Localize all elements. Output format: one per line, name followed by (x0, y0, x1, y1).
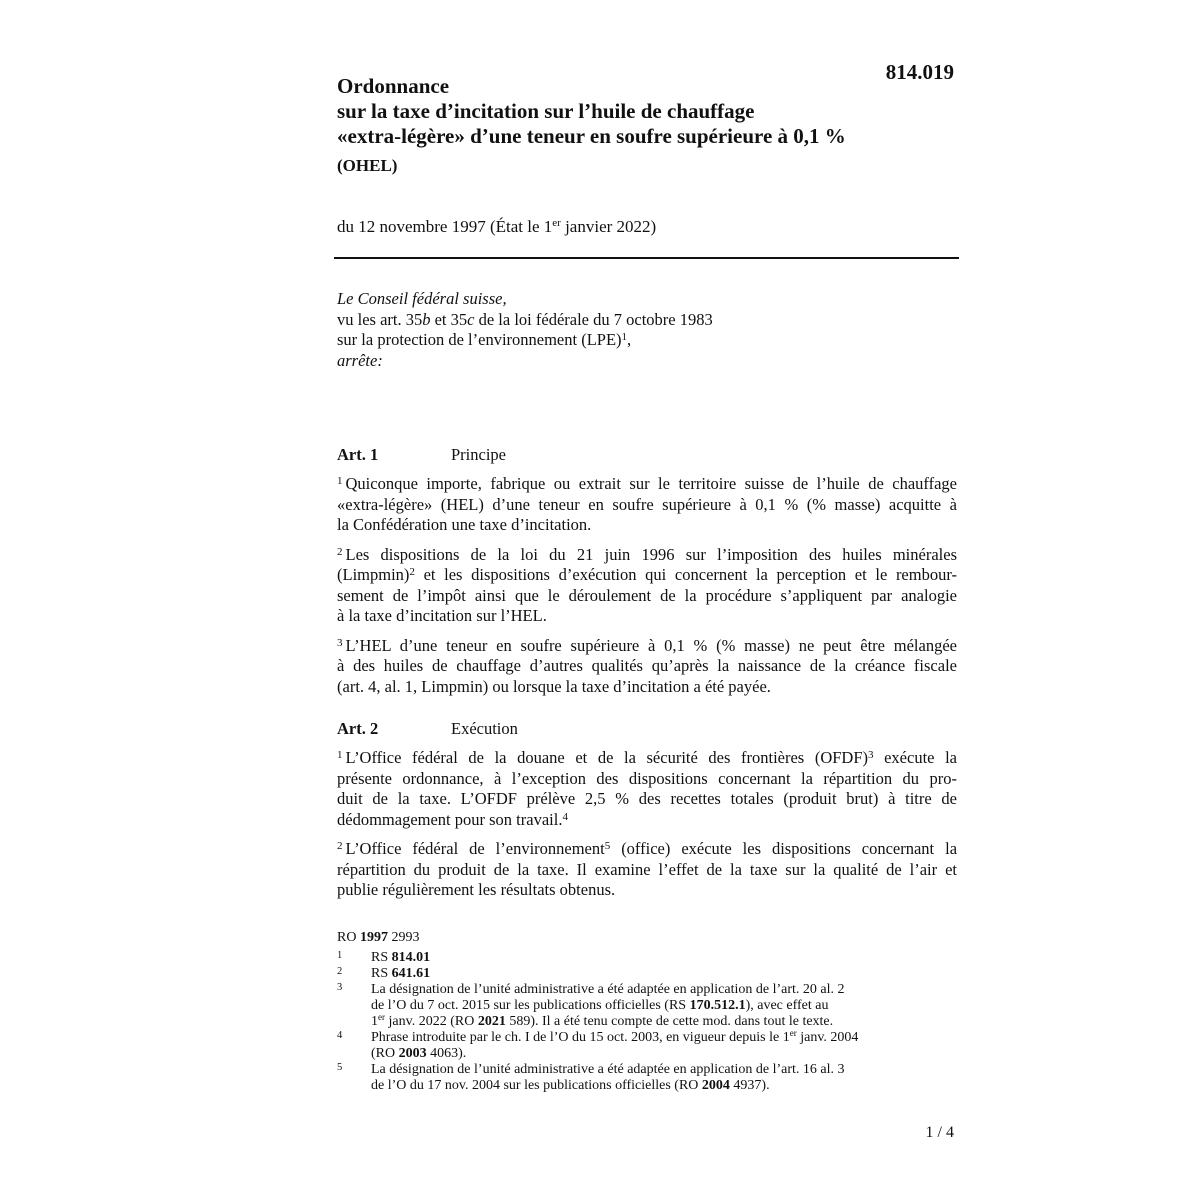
footnote-sup: er (789, 1028, 797, 1038)
footnote-number: 5 (337, 1062, 343, 1073)
paragraph-text: L’HEL d’une teneur en soufre supérieure à 0,1 % (% masse) ne peut être mélangée (345, 635, 957, 655)
preamble-text: de la loi fédérale du 7 octobre 1983 (474, 309, 713, 329)
paragraph-line: la Confédération une taxe d’incitation. (337, 515, 592, 534)
title-line: sur la taxe d’incitation sur l’huile de chauffage (337, 99, 755, 123)
paragraph-line (337, 839, 957, 860)
article-1 (337, 445, 957, 697)
footnote-bold: 641.61 (391, 966, 431, 981)
footnote-line (371, 1078, 957, 1094)
paragraph-line: à la taxe d’incitation sur l’HEL. (337, 606, 547, 625)
footnote-text: de l’O du 7 oct. 2015 sur les publications officielles (RS (371, 998, 690, 1013)
preamble-text: vu les art. 35 (337, 309, 423, 329)
preamble-legal-basis-2 (337, 330, 713, 351)
footnote-text: RS (371, 950, 392, 965)
footnote-ref-link[interactable]: 4 (562, 810, 568, 823)
footnote-number: 1 (337, 950, 343, 961)
paragraph-line: répartition du produit de la taxe. Il examine l’effet de la taxe sur la qualité de l’air et (337, 859, 957, 879)
footnotes (337, 950, 957, 1094)
footnote-text: de l’O du 17 nov. 2004 sur les publications officielles (RO (371, 1078, 702, 1093)
footnote-ref-link[interactable]: 5 (604, 840, 611, 852)
preamble-text: , (627, 330, 632, 349)
footnote-sup: er (378, 1012, 385, 1022)
preamble-authority: Le Conseil fédéral suisse, (337, 289, 507, 308)
article-number: Art. 2 (337, 719, 379, 738)
footnote-number: 3 (337, 982, 343, 993)
document-number: 814.019 (885, 60, 954, 84)
footnote-text: 1 (371, 1014, 378, 1029)
document-title (337, 74, 957, 149)
footnote-line: La désignation de l’unité administrative a été adaptée en application de l’art. 16 al. 3 (371, 1062, 845, 1077)
paragraph-number: 1 (337, 475, 343, 487)
footnote-ref-link[interactable]: 1 (621, 331, 628, 343)
paragraph-text: L’Office fédéral de la douane et de la sécurité des frontières (OFDF) (345, 748, 868, 767)
footnote-text: ), avec effet au (745, 998, 829, 1013)
article-heading (337, 719, 957, 739)
footnote-5 (337, 1062, 957, 1094)
footnote-text: 589). Il a été tenu compte de cette mod. dans tout le texte. (505, 1014, 834, 1029)
preamble-text: et 35 (430, 309, 468, 329)
article-title: Principe (451, 445, 506, 464)
paragraph-text: exécute la (884, 748, 957, 767)
footnote-text: Phrase introduite par le ch. I de l’O du 15 oct. 2003, en vigueur depuis le 1 (371, 1030, 790, 1045)
paragraph-line: à des huiles de chauffage d’autres qualités qu’après la naissance de la créance fiscale (337, 656, 957, 675)
paragraph-line: duit de la taxe. L’OFDF prélève 2,5 % des recettes totales (produit brut) à titre de (337, 789, 957, 808)
paragraph-line (337, 748, 957, 769)
paragraph-line (337, 810, 957, 831)
preamble-italic-letter: c (467, 309, 475, 329)
paragraph-line (337, 474, 957, 495)
footnote-line (371, 966, 957, 982)
footnote-number: 4 (337, 1030, 343, 1041)
footnote-bold: 2003 (398, 1046, 427, 1061)
paragraph-text: L’Office fédéral de l’environnement (345, 839, 605, 858)
paragraph-number: 1 (337, 749, 343, 761)
footnote-text: 4937). (729, 1078, 770, 1093)
paragraph-text: (Limpmin) (337, 565, 410, 584)
ro-year: 1997 (359, 930, 388, 945)
date-text: du 12 novembre 1997 (État le 1 (337, 217, 553, 236)
footnote-bold: 170.512.1 (689, 998, 746, 1013)
document-date (337, 217, 656, 237)
official-compilation-reference (337, 930, 419, 946)
footnote-bold: 814.01 (391, 950, 431, 965)
footnote-text: janv. 2022 (RO (385, 1014, 478, 1029)
footnote-text: RS (371, 966, 392, 981)
article-heading (337, 445, 957, 465)
article-paragraph (337, 748, 957, 830)
footnote-text: (RO (371, 1046, 399, 1061)
paragraph-text: Quiconque importe, fabrique ou extrait sur le territoire suisse de l’huile de chauffage (345, 474, 957, 493)
article-title: Exécution (451, 719, 518, 738)
footnote-number: 2 (337, 966, 343, 977)
footnote-ref-link[interactable]: 3 (868, 749, 874, 761)
article-paragraph (337, 545, 957, 627)
footnote-1 (337, 950, 957, 966)
footnote-bold: 2021 (477, 1014, 506, 1029)
paragraph-text: (office) exécute les dispositions concernant la (621, 839, 958, 858)
footnote-ref-link[interactable]: 2 (409, 566, 415, 578)
footnote-line (371, 950, 957, 966)
footnote-line (371, 1046, 957, 1062)
paragraph-text: dédommagement pour son travail. (337, 809, 563, 829)
page-number: 1 / 4 (925, 1124, 954, 1141)
article-paragraph (337, 839, 957, 901)
paragraph-number: 2 (337, 840, 343, 852)
footnote-2 (337, 966, 957, 982)
title-line: «extra-légère» d’une teneur en soufre supérieure à 0,1 % (337, 124, 846, 148)
preamble (337, 289, 713, 371)
paragraph-line: (art. 4, al. 1, Limpmin) ou lorsque la taxe d’incitation a été payée. (337, 676, 771, 696)
ro-text: RO (337, 930, 360, 945)
article-2 (337, 719, 957, 901)
ro-page: 2993 (387, 930, 420, 945)
paragraph-line (337, 565, 957, 586)
footnote-bold: 2004 (701, 1078, 730, 1093)
footnote-line (371, 1030, 957, 1046)
article-number: Art. 1 (337, 445, 379, 464)
article-paragraph (337, 636, 957, 698)
document-abbreviation: (OHEL) (337, 156, 398, 175)
footnote-text: janv. 2004 (796, 1030, 859, 1045)
preamble-decree: arrête: (337, 350, 383, 370)
footnote-line (371, 1014, 957, 1030)
footnote-line (371, 998, 957, 1014)
footnote-text: 4063). (426, 1046, 467, 1061)
paragraph-line: présente ordonnance, à l’exception des dispositions concernant la répartition du pro- (337, 768, 957, 788)
preamble-text: sur la protection de l’environnement (LPE) (337, 330, 622, 349)
horizontal-rule (334, 257, 959, 259)
title-line: Ordonnance (337, 74, 450, 98)
footnote-4 (337, 1030, 957, 1062)
footnote-3 (337, 982, 957, 1030)
preamble-italic-letter: b (422, 309, 431, 329)
paragraph-line: sement de l’impôt ainsi que le déroulement de la procédure s’appliquent par analogie (337, 585, 957, 605)
article-paragraph (337, 474, 957, 536)
paragraph-line (337, 636, 957, 657)
preamble-legal-basis (337, 310, 713, 331)
paragraph-number: 3 (337, 636, 343, 649)
paragraph-number: 2 (337, 545, 343, 558)
paragraph-line: «extra-légère» (HEL) d’une teneur en soufre supérieure à 0,1 % (% masse) acquitte à (337, 494, 957, 514)
paragraph-text: et les dispositions d’exécution qui concernent la perception et le rembour- (423, 565, 958, 584)
date-text-end: janvier 2022) (560, 217, 657, 236)
paragraph-line (337, 545, 957, 566)
date-superscript: er (552, 217, 561, 229)
paragraph-line: publie régulièrement les résultats obtenus. (337, 880, 616, 899)
footnote-line: La désignation de l’unité administrative a été adaptée en application de l’art. 20 al. 2 (371, 982, 845, 997)
paragraph-text: Les dispositions de la loi du 21 juin 1996 sur l’imposition des huiles minérales (345, 544, 957, 564)
